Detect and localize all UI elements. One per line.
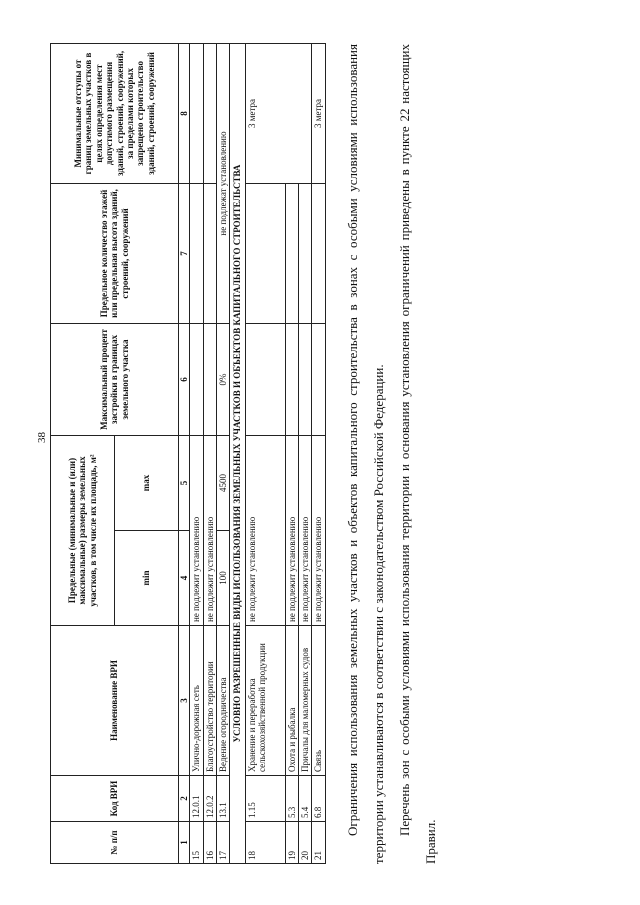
table-row [190,43,203,863]
body-text [340,44,444,864]
table-row [312,43,325,863]
section-title: УСЛОВНО РАЗРЕШЕННЫЕ ВИДЫ ИСПОЛЬЗОВАНИЯ ЗЕМЕЛЬНЫХ УЧАСТКОВ И ОБЪЕКТОВ КАПИТАЛЬНОГО СТРОИТЕЛЬСТВА [230,43,245,863]
row-code: 1.15 [245,776,285,822]
col-number: 2 [179,776,190,822]
row-name: Ведение огородничества [217,626,230,776]
row-name: Причалы для маломерных судов [299,626,312,776]
header-num: № п/п [51,822,179,864]
row-num: 16 [203,822,216,864]
row-area: не подлежит установлению [285,435,298,625]
section-row [230,43,245,863]
row-name: Благоустройство территории [203,626,216,776]
row-area: не подлежит установлению [190,435,203,625]
row-num: 18 [245,822,285,864]
row-name: Улично-дорожная сеть [190,626,203,776]
row-code: 6.8 [312,776,325,822]
zoning-table [50,43,326,864]
header-coverage: Максимальный процент застройки в границах земельного участка [51,323,179,435]
col-number: 8 [179,43,190,183]
column-numbers-row [179,43,190,863]
col-number: 6 [179,323,190,435]
col-number: 4 [179,531,190,626]
header-name: Наименование ВРИ [51,626,179,776]
row-num: 17 [217,822,230,864]
row-code: 5.3 [285,776,298,822]
table-row [245,43,285,863]
row-num: 19 [285,822,298,864]
col-number: 3 [179,626,190,776]
row-floors: не подлежат установлению [217,43,230,323]
row-num: 15 [190,822,203,864]
table-row [203,43,216,863]
row-setback: 3 метра [312,43,325,183]
col-number: 1 [179,822,190,864]
page-number: 38 [36,432,48,443]
row-min: 100 [217,531,230,626]
header-setback: Минимальные отступы от границ земельных участков в целях определения мест допустимого размещения зданий, строений, сооружений, за пределами которых запрещено строительство зданий, строений, сооружений [51,43,179,183]
row-name: Хранение и переработка сельскохозяйственной продукции [245,626,285,776]
row-code: 12.0.1 [190,776,203,822]
table-row [217,43,230,863]
col-number: 5 [179,435,190,530]
row-num: 20 [299,822,312,864]
header-max: max [115,435,179,530]
col-number: 7 [179,183,190,323]
row-area: не подлежит установлению [203,435,216,625]
row-name: Связь [312,626,325,776]
paragraph: Ограничения использования земельных участков и объектов капитального строительства в зонах с особыми условиями использования территории устанавливаются в соответствии с законодательством Российской Федерации. [344,44,386,864]
header-min: min [115,531,179,626]
header-floors: Предельное количество этажей или предельная высота зданий, строений, сооружений [51,183,179,323]
rotated-content [50,44,470,864]
row-name: Охота и рыбалка [285,626,298,776]
row-code: 13.1 [217,776,230,822]
row-setback: 3 метра [245,43,312,183]
header-code: Код ВРИ [51,776,179,822]
row-num: 21 [312,822,325,864]
row-max: 4500 [217,435,230,530]
row-code: 5.4 [299,776,312,822]
row-coverage: 0% [217,323,230,435]
row-area: не подлежит установлению [245,435,285,625]
header-area: Предельные (минимальные и (или) максимальные) размеры земельных участков, в том числе их площадь, м² [51,435,115,625]
row-code: 12.0.2 [203,776,216,822]
paragraph: Перечень зон с особыми условиями использования территории и основания установления ограничений приведены в пункте 22 настоящих Правил. [396,44,438,864]
row-area: не подлежит установлению [299,435,312,625]
row-area: не подлежит установлению [312,435,325,625]
